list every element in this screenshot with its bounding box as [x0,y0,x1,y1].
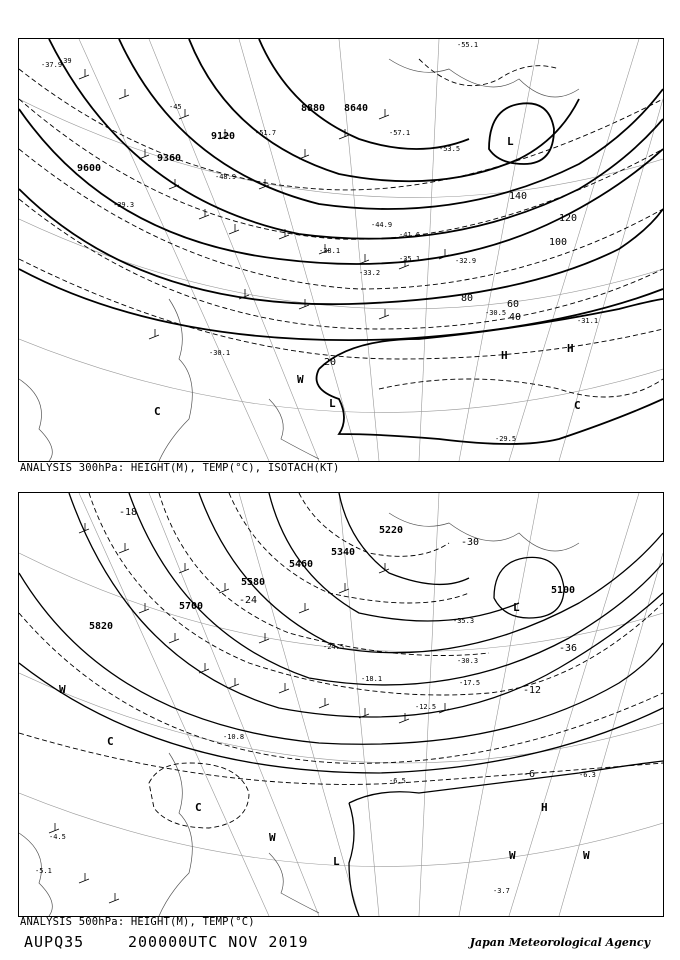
isotherms-500 [19,493,663,828]
map-panel-500hpa [18,492,664,917]
isotherm-label: -18 [119,507,138,518]
station-label: -12.5 [415,703,437,711]
high-center-marker: H [501,349,508,362]
isotach-label: 140 [509,191,528,202]
temperature-label: -44.9 [371,221,393,229]
temperature-label: -30.1 [209,349,231,357]
temperature-label: -48.9 [215,173,237,181]
warm-center-marker: W [583,849,590,862]
station-label: -6.3 [579,771,596,779]
chart-id: AUPQ35 [24,933,85,951]
height-label: 5580 [241,577,266,588]
cold-center-marker: C [574,399,581,412]
temperature-label: -37.9 [41,61,63,69]
temperature-label: -31.1 [577,317,599,325]
low-center-marker: L [329,397,336,410]
height-label: 5340 [331,547,356,558]
warm-center-marker: W [59,683,66,696]
graticule-300 [19,39,663,461]
temperature-label: -30.5 [485,309,507,317]
low-center-marker: L [333,855,340,868]
temperature-label: -29.5 [495,435,517,443]
temperature-label: -39 [59,57,72,65]
temperature-label: -35.1 [399,255,421,263]
height-label: 8880 [301,103,326,114]
temperature-labels-300 [41,41,598,443]
valid-time: 200000UTC NOV 2019 [128,933,309,951]
temperature-label: -55.1 [457,41,479,49]
warm-center-marker: W [297,373,304,386]
isotherm-label: -12 [523,685,542,696]
height-label: 5220 [379,525,404,536]
isotherm-label: -6 [523,769,536,780]
coastline-500 [19,513,579,916]
station-label: -6.5 [389,777,406,785]
station-label: -10.8 [223,733,245,741]
warm-center-marker: W [269,831,276,844]
isotach-label: 80 [461,293,474,304]
station-label: -24.5 [323,643,345,651]
height-labels-500 [89,525,575,632]
station-label: -30.3 [457,657,479,665]
temperature-label: -32.9 [455,257,477,265]
map-panel-300hpa [18,38,664,462]
height-label: 5700 [179,601,204,612]
isotach-label: 60 [507,299,520,310]
isotherm-label: -36 [559,643,578,654]
temperature-label: -33.2 [359,269,381,277]
station-label: -4.5 [49,833,66,841]
low-center-marker: L [513,601,520,614]
high-center-marker: H [567,342,574,355]
height-label: 5100 [551,585,576,596]
height-label: 5820 [89,621,114,632]
station-label: -18.1 [361,675,383,683]
height-label: 9600 [77,163,102,174]
cold-center-marker: C [195,801,202,814]
caption-300hpa: ANALYSIS 300hPa: HEIGHT(M), TEMP(°C), ISOTACH(KT) [20,462,340,474]
height-label: 8640 [344,103,369,114]
temperature-label: -45 [169,103,182,111]
isotach-label: 120 [559,213,578,224]
station-label: -5.1 [35,867,52,875]
temperature-label: -39.3 [113,201,135,209]
height-label: 9120 [211,131,236,142]
isotach-label: 40 [509,312,522,323]
isotach-label: 100 [549,237,568,248]
warm-center-marker: W [509,849,516,862]
low-center-marker: L [507,135,514,148]
isotherm-label: -30 [461,537,480,548]
temperature-label: -41.6 [399,231,421,239]
map-500hpa-svg [19,493,663,916]
station-label: -17.5 [459,679,481,687]
high-center-marker: H [541,801,548,814]
station-label: -35.3 [453,617,475,625]
cold-center-marker: C [107,735,114,748]
temperature-label: -51.7 [255,129,277,137]
map-300hpa-svg [19,39,663,461]
temperature-label: -38.1 [319,247,341,255]
agency-credit: Japan Meteorological Agency [469,936,650,949]
temperature-label: -53.5 [439,145,461,153]
height-label: 5460 [289,559,314,570]
isotach-label: 20 [324,357,337,368]
station-label: -3.7 [493,887,510,895]
height-label: 9360 [157,153,182,164]
caption-500hpa: ANALYSIS 500hPa: HEIGHT(M), TEMP(°C) [20,916,255,928]
isotherm-label: -24 [239,595,258,606]
temperature-label: -57.1 [389,129,411,137]
wind-barbs-300 [79,69,449,339]
cold-center-marker: C [154,405,161,418]
